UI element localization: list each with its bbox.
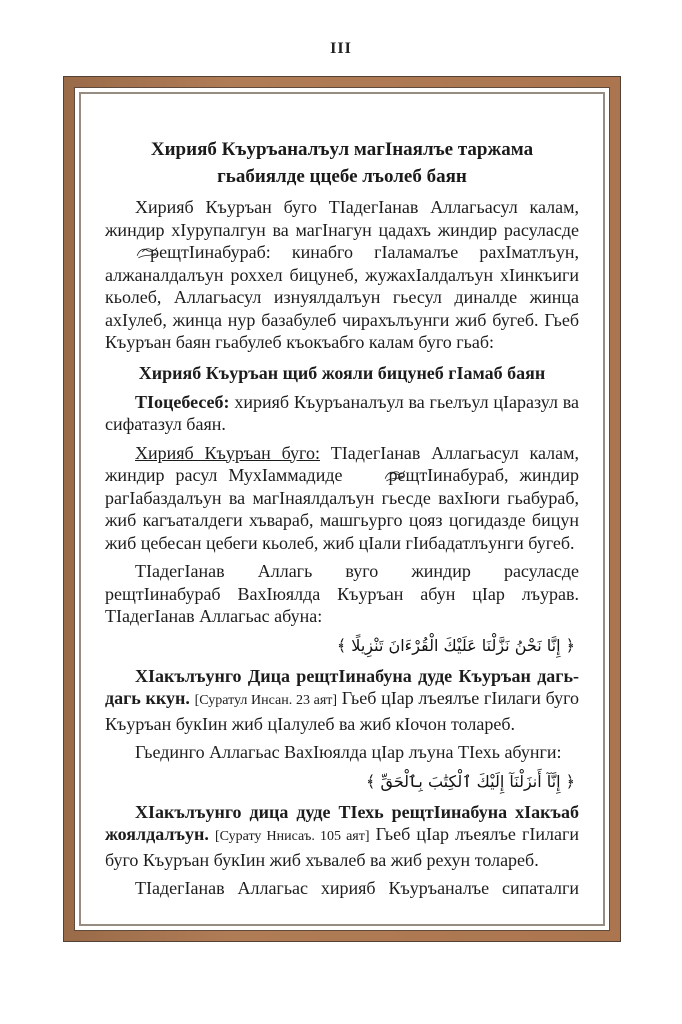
pbuh-calligraphy-icon (353, 466, 377, 481)
paragraph-verse1-translation (105, 665, 579, 736)
decorative-frame-middle (74, 87, 610, 931)
verse1-source-reference: [Суратул Инсан. 23 аят] (194, 693, 338, 708)
paragraph-book-name: Гьединго Аллагьас ВахIюялда цIар лъуна ТIехь абунги: (135, 742, 562, 762)
paragraph-first-point (105, 391, 579, 436)
section-heading: Хирияб Къуръан щиб жояли бицунеб гIамаб баян (138, 362, 546, 383)
arabic-verse-1: ﴿ إِنَّا نَحْنُ نَزَّلْنَا عَلَيْكَ الْقُرْءَانَ تَنْزِيلًا ﴾ (336, 635, 575, 655)
paragraph-first-rest: хирияб Къуръаналъул ва гьелъул цIаразул ва сифатазул баян. (105, 391, 579, 434)
verse2-translation-bold: ХIакълъунго дица дуде ТIехь рещтIинабуна хIакъаб жоялдалъун. (105, 801, 579, 844)
pbuh-calligraphy-icon (105, 243, 129, 258)
paragraph-intro-text-b: рещтIинабураб: кинабго гIаламалъе рахIматлъун, алжаналдалъун роххел бицунеб, жужахIалдалъун хIинкъиги кьолеб, Аллагьасул изнуялдалъун гьесул диналде жинца ахIулеб, жинца нур базабулеб чирахълъунги жиб бугеб. Гьеб Къуръан баян гьабулеб къокъабго калам буго гьаб: (105, 242, 580, 352)
decorative-frame (63, 76, 621, 942)
page-title: Хирияб Къуръаналъул магIнаялъе таржама гьабиялде ццебе лъолеб баян (150, 139, 534, 187)
paragraph-definition-text-b: рещтIинабураб, жиндир рагIабаздалъун ва магIнаялдалъун гьесде вахIюги гьабураб, жиб кагъаталдеги хъвараб, машгьурго цояз цогидазде бицун жиб цебесан цебеги кьолеб, жиб цIали гIибадатлъунги бугеб. (105, 465, 580, 553)
arabic-verse-2: ﴿ إِنَّآ أَنزَلْنَآ إِلَيْكَ ٱلْكِتَٰبَ بِٱلْحَقِّ ﴾ (366, 771, 575, 791)
decorative-frame-inner (79, 92, 605, 926)
paragraph-intro (105, 196, 579, 354)
paragraph-verse2-translation (105, 801, 579, 872)
paragraph-definition (105, 442, 579, 555)
page-number: III (330, 40, 352, 57)
paragraph-definition-text-a: ТIадегIанав Аллагьасул калам, жиндир расул МухIаммадиде (105, 442, 579, 485)
verse1-translation-bold: ХIакълъунго Дица рещтIинабуна дуде Къуръан дагь-дагь ккун. (105, 665, 579, 708)
page-content (81, 136, 603, 900)
verse1-explanation: Гьеб цIар лъеялъе гIилаги буго Къуръан букIин жиб цIалулеб ва жиб кIочон толареб. (105, 688, 580, 734)
paragraph-quran-name: ТIадегIанав Аллагь вуго жиндир расуласде рещтIинабураб ВахIюялда Къуръан абун цIар лъурав. ТIадегIанав Аллагьас абуна: (105, 561, 579, 626)
paragraph-first-lead: ТIоцебесеб: (135, 391, 230, 412)
paragraph-intro-text-a: Хирияб Къуръан буго ТIадегIанав Аллагьасул калам, жиндир хIурупалгун ва магIнагун цадахъ жиндир расуласде (105, 197, 579, 240)
verse2-explanation: Гьеб цIар лъеялъе гIилаги буго Къуръан букIин жиб хъвалеб ва жиб рехун толареб. (105, 824, 580, 870)
paragraph-continuation: ТIадегIанав Аллагьас хирияб Къуръаналъе сипаталги (135, 878, 579, 898)
paragraph-definition-lead: Хирияб Къуръан буго: (135, 442, 320, 463)
verse2-source-reference: [Сурату Ннисаъ. 105 аят] (214, 829, 370, 844)
